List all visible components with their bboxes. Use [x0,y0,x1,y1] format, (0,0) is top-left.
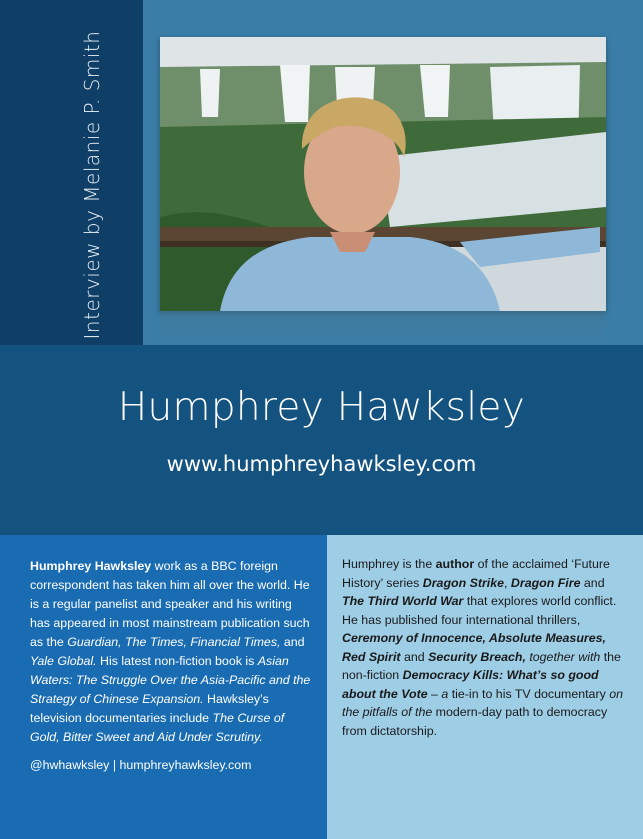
bio-publications-1: Guardian, The Times, Financial Times, [67,635,281,649]
portrait-photo-icon [160,37,606,311]
bio-text-b: and [280,635,305,649]
book-democracy-kills: Democracy Kills: What’s so good about the Vote [342,668,599,701]
right-column-text [342,555,630,740]
book-dragon-strike: Dragon Strike [422,575,505,590]
byline-container [0,0,143,355]
works-text-g: together with [525,649,601,664]
works-text-b: of the acclaimed ‘Future History’ series [342,557,610,590]
bio-text-c: His latest non-fiction book is [96,654,258,668]
social-links[interactable]: @hwhawksley | humphreyhawksley.com [30,758,252,772]
works-text-f: and [400,649,429,664]
works-paragraph [342,555,630,740]
works-text-a: Humphrey is the [342,557,436,571]
works-text-l: on the pitfalls of the [342,686,623,719]
thriller-security-breach: Security Breach, [428,649,526,664]
bio-book-title: Asian Waters: The Struggle Over the Asia-Pacific and the Strategy of Chinese Expansion. [30,654,311,706]
bio-publications-2: Yale Global. [30,654,97,668]
bio-documentaries: The Curse of Gold, Bitter Sweet and Aid Under Scrutiny. [30,711,285,744]
works-text-h: the non-fiction [342,649,621,682]
works-text-c: , [504,575,511,590]
interview-byline: Interview by Melanie P. Smith [80,30,104,340]
bio-name: Humphrey Hawksley [30,559,152,573]
website-link[interactable]: www.humphreyhawksley.com [166,452,477,476]
works-text-d: and [580,575,605,590]
works-text-e: that explores world conflict. He has published four international thrillers, [342,594,617,627]
works-text-k: tie-in to his TV documentary [448,686,610,701]
book-third-world-war: The Third World War [342,594,464,608]
bio-text-a: work as a BBC foreign correspondent has taken him all over the world. He is a regular panelist and speaker and his writing has appeared in most mainstream publication such as the [30,559,310,649]
left-column-text [30,557,312,775]
author-photo [160,37,606,311]
bio-paragraph [30,557,312,747]
works-text-i: – [427,686,442,701]
author-name-heading: Humphrey Hawksley [117,385,526,430]
works-text-m: modern-day path to democracy from dictatorship. [342,705,608,738]
works-author: author [435,557,475,571]
bio-text-d: Hawksley’s television documentaries include [30,692,269,725]
title-band [0,345,643,535]
works-text-j: a [441,686,449,701]
thriller-titles: Ceremony of Innocence, Absolute Measures, Red Spirit [342,631,606,664]
book-dragon-fire: Dragon Fire [510,575,581,590]
